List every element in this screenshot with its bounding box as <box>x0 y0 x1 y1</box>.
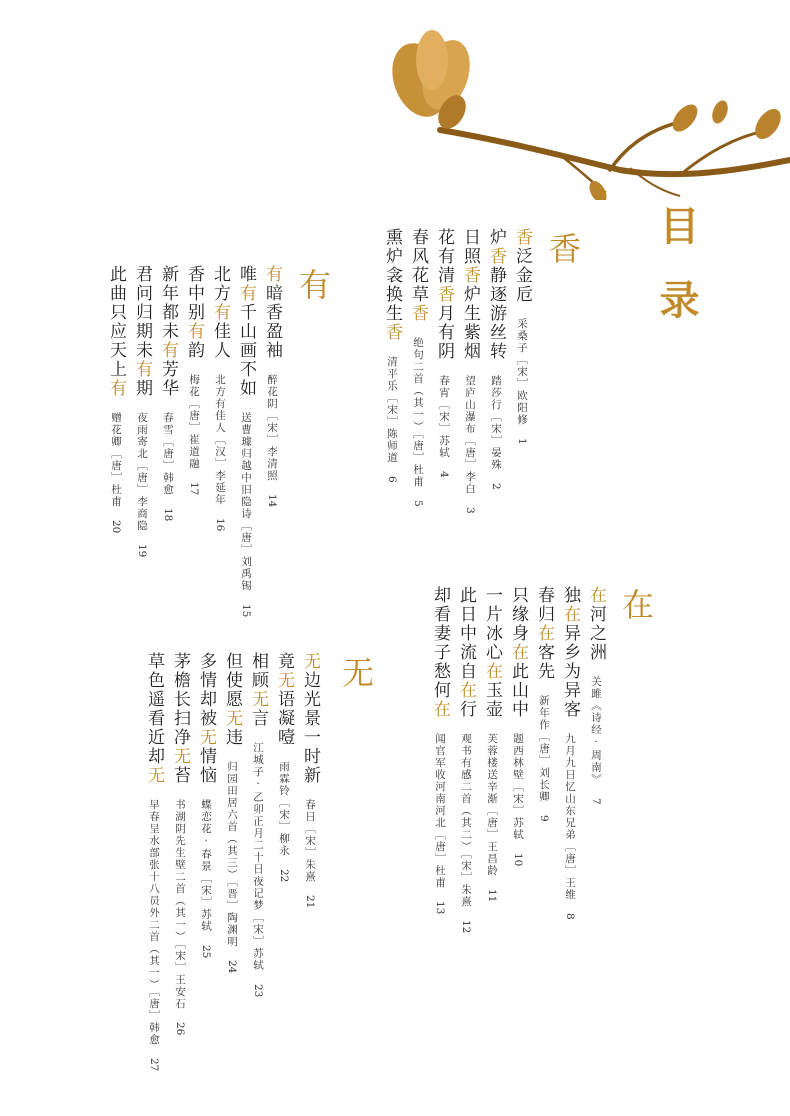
entry-source: 采桑子［宋］欧阳修 <box>516 318 528 426</box>
entry-source: 梅花［唐］崔道融 <box>188 374 200 470</box>
entry-page: 26 <box>174 1021 186 1036</box>
toc-entry[interactable]: 茅檐长扫净无苔书湖阴先生壁二首（其一）［宋］王安石26 <box>170 652 190 1036</box>
entry-source: 赠花卿［唐］杜甫 <box>110 412 122 508</box>
entry-source: 春雪［唐］韩愈 <box>162 412 174 496</box>
entry-page: 5 <box>412 499 424 507</box>
entry-page: 1 <box>516 438 528 445</box>
entry-source: 望庐山瀑布［唐］李白 <box>464 375 476 495</box>
entry-source: 醉花阴［宋］李清照 <box>266 374 278 482</box>
toc-entry[interactable]: 相顾无言江城子·乙卯正月二十日夜记梦［宋］苏轼23 <box>248 652 268 997</box>
toc-entry[interactable]: 竟无语凝噎雨霖铃［宋］柳永22 <box>274 652 294 883</box>
toc-entry[interactable]: 花有清香月有阴春宵［宋］苏轼4 <box>434 228 454 478</box>
toc-entry[interactable]: 多情却被无情恼蝶恋花·春景［宋］苏轼25 <box>196 652 216 958</box>
entry-page: 19 <box>136 544 148 558</box>
entry-source: 新年作［唐］刘长卿 <box>538 695 550 803</box>
toc-entry[interactable]: 只缘身在此山中题西林壁［宋］苏轼10 <box>508 586 528 867</box>
entry-page: 4 <box>438 471 450 478</box>
magnolia-branch-illustration <box>380 20 790 200</box>
toc-entry[interactable]: 有暗香盈袖醉花阴［宋］李清照14 <box>262 265 282 508</box>
entry-source: 北方有佳人［汉］李延年 <box>214 374 226 506</box>
toc-entry[interactable]: 独在异乡为异客九月九日忆山东兄弟［唐］王维8 <box>560 586 580 920</box>
entry-source: 清平乐［宋］陈师道 <box>386 356 398 464</box>
entry-page: 6 <box>386 476 398 483</box>
entry-page: 13 <box>434 901 446 915</box>
entry-source: 踏莎行［宋］晏殊 <box>490 375 502 471</box>
toc-entry[interactable]: 香泛金卮采桑子［宋］欧阳修1 <box>512 228 532 445</box>
toc-entry[interactable]: 熏炉衾换生香清平乐［宋］陈师道6 <box>382 228 402 483</box>
entry-page: 12 <box>460 919 472 934</box>
entry-page: 21 <box>304 895 316 909</box>
entry-source: 早春呈水部张十八员外二首（其一）［唐］韩愈 <box>148 799 160 1046</box>
entry-page: 17 <box>188 482 200 496</box>
entry-source: 书湖阴先生壁二首（其一）［宋］王安石 <box>174 799 186 1010</box>
entry-page: 2 <box>490 483 502 490</box>
section-title-you: 有 <box>294 268 332 300</box>
entry-source: 春日［宋］朱熹 <box>304 799 316 883</box>
toc-entry[interactable]: 此日中流自在行观书有感二首（其二）［宋］朱熹12 <box>456 586 476 934</box>
entry-source: 夜雨寄北［唐］李商隐 <box>136 412 148 532</box>
entry-source: 关雎《诗经·周南》 <box>590 676 602 786</box>
toc-entry[interactable]: 新年都未有芳华春雪［唐］韩愈18 <box>158 265 178 522</box>
entry-page: 15 <box>240 604 252 618</box>
toc-entry[interactable]: 但使愿无违归园田居六首（其三）［晋］陶渊明24 <box>222 652 242 974</box>
entry-source: 蝶恋花·春景［宋］苏轼 <box>200 799 212 933</box>
entry-page: 11 <box>486 889 498 903</box>
section-title-wu: 无 <box>337 656 375 688</box>
entry-page: 16 <box>214 518 226 532</box>
entry-page: 24 <box>226 959 238 974</box>
toc-entry[interactable]: 却看妻子愁何在闻官军收河南河北［唐］杜甫13 <box>430 586 450 915</box>
section-title-zai: 在 <box>617 588 655 620</box>
toc-entry[interactable]: 一片冰心在玉壶芙蓉楼送辛渐［唐］王昌龄11 <box>482 586 502 903</box>
toc-entry[interactable]: 草色遥看近却无早春呈水部张十八员外二首（其一）［唐］韩愈27 <box>144 652 164 1072</box>
entry-source: 芙蓉楼送辛渐［唐］王昌龄 <box>486 733 498 877</box>
entry-source: 闻官军收河南河北［唐］杜甫 <box>434 733 446 889</box>
page-title: 目录 <box>653 205 700 353</box>
toc-entry[interactable]: 日照香炉生紫烟望庐山瀑布［唐］李白3 <box>460 228 480 514</box>
entry-page: 3 <box>464 507 476 514</box>
entry-source: 绝句二首（其一）［唐］杜甫 <box>412 337 424 488</box>
entry-source: 归园田居六首（其三）［晋］陶渊明 <box>226 761 238 948</box>
entry-page: 7 <box>590 797 602 805</box>
entry-page: 14 <box>266 494 278 508</box>
entry-source: 雨霖铃［宋］柳永 <box>278 761 290 857</box>
entry-source: 送曹璩归越中旧隐诗［唐］刘禹锡 <box>240 412 252 592</box>
entry-page: 8 <box>564 913 576 920</box>
entry-page: 10 <box>512 853 524 867</box>
toc-entry[interactable]: 唯有千山画不如送曹璩归越中旧隐诗［唐］刘禹锡15 <box>236 265 256 618</box>
entry-page: 23 <box>252 983 264 997</box>
entry-source: 江城子·乙卯正月二十日夜记梦［宋］苏轼 <box>252 742 264 972</box>
toc-entry[interactable]: 春归在客先新年作［唐］刘长卿9 <box>534 586 554 822</box>
entry-page: 9 <box>538 815 550 822</box>
toc-entry[interactable]: 君问归期未有期夜雨寄北［唐］李商隐19 <box>132 265 152 558</box>
toc-entry[interactable]: 香中别有韵梅花［唐］崔道融17 <box>184 265 204 496</box>
toc-entry[interactable]: 在河之洲关雎《诗经·周南》7 <box>586 586 606 805</box>
section-title-xiang: 香 <box>544 232 582 264</box>
entry-source: 九月九日忆山东兄弟［唐］王维 <box>564 733 576 901</box>
entry-source: 题西林壁［宋］苏轼 <box>512 733 524 841</box>
entry-page: 27 <box>148 1057 160 1072</box>
entry-page: 25 <box>200 944 212 958</box>
toc-entry[interactable]: 北方有佳人北方有佳人［汉］李延年16 <box>210 265 230 532</box>
toc-entry[interactable]: 此曲只应天上有赠花卿［唐］杜甫20 <box>106 265 126 534</box>
entry-page: 22 <box>278 869 290 883</box>
entry-source: 春宵［宋］苏轼 <box>438 375 450 459</box>
toc-entry[interactable]: 春风花草香绝句二首（其一）［唐］杜甫5 <box>408 228 428 507</box>
toc-entry[interactable]: 无边光景一时新春日［宋］朱熹21 <box>300 652 320 909</box>
entry-page: 20 <box>110 520 122 534</box>
entry-page: 18 <box>162 508 174 522</box>
toc-entry[interactable]: 炉香静逐游丝转踏莎行［宋］晏殊2 <box>486 228 506 490</box>
entry-source: 观书有感二首（其二）［宋］朱熹 <box>460 733 472 908</box>
